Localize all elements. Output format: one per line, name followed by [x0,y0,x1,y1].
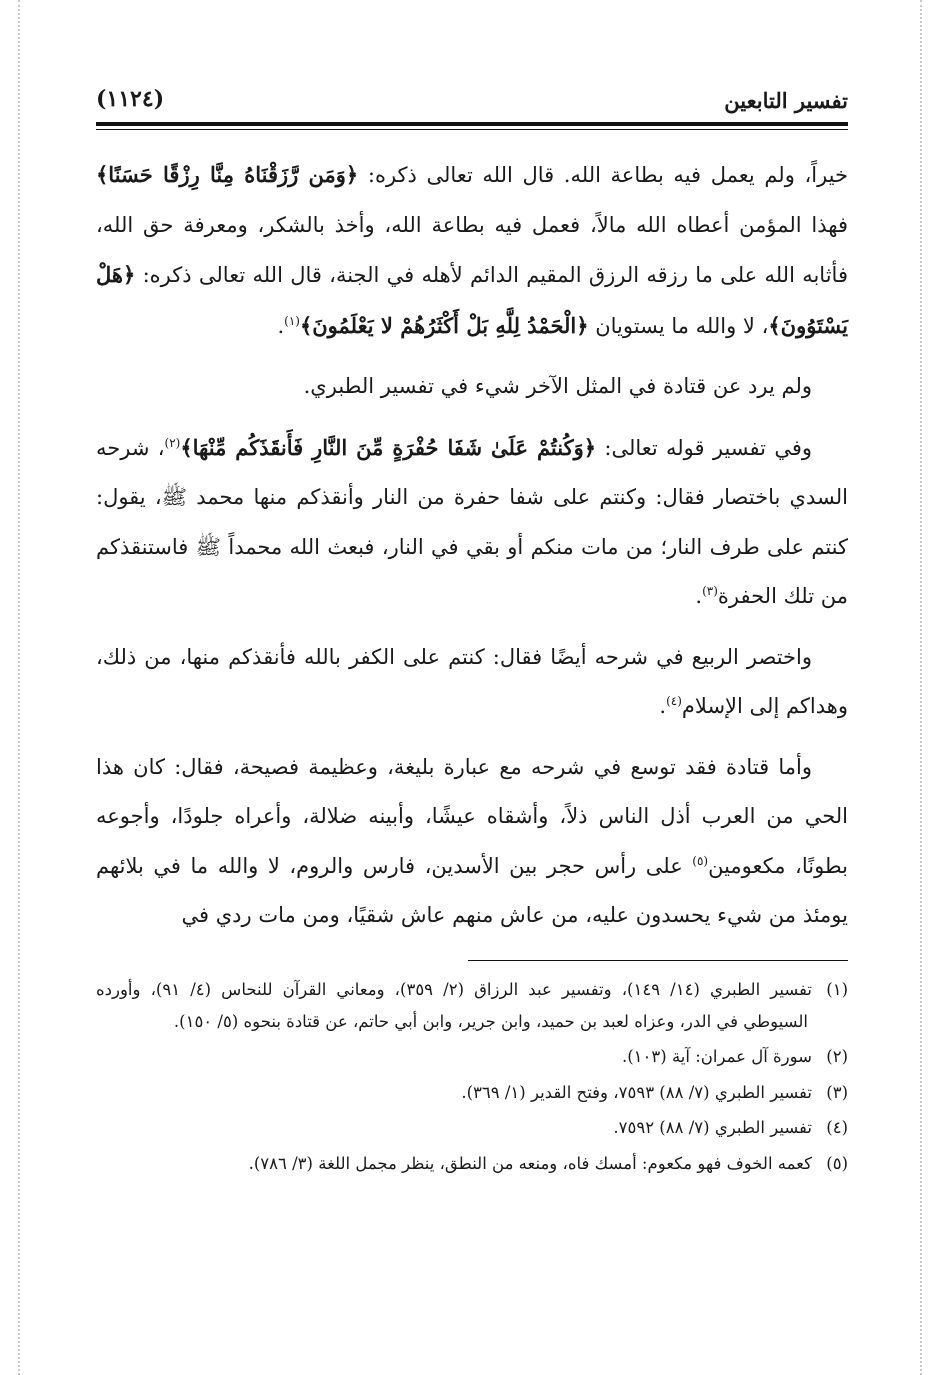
text-run: وفي تفسير قوله تعالى: [596,435,812,460]
footnote-separator [468,960,848,961]
main-text [96,150,848,941]
paragraph [96,423,848,622]
footnote-ref[interactable]: (١) [284,313,300,328]
scan-edge-dots [920,0,922,1375]
text-run: . [659,694,667,718]
footnote-text: تفسير الطبري (١٤/ ١٤٩)، وتفسير عبد الرزاق (٢/ ٣٥٩)، ومعاني القرآن للنحاس (٤/ ٩١)، وأورده السيوطي في الدر، وعزاه لعبد بن حميد، وابن جرير، وابن أبي حاتم، عن قتادة بنحوه (٥/ ١٥٠). [96,980,812,1031]
footnote [96,1148,848,1180]
text-run: وأما قتادة فقد توسع في شرحه مع عبارة بليغة، وعظيمة فصيحة، فقال: كان هذا الحي من العرب أذل الناس ذلاً، وأشقاه عيشًا، وأبينه ضلالة، وأعراه جلودًا، وأجوعه بطونًا، مكعومين [96,754,848,878]
quran-verse: ﴿هَلْ يَسْتَوُونَ﴾ [96,262,848,338]
page-number: (١١٢٤) [96,86,165,112]
text-run: ، شرحه السدي باختصار فقال: وكنتم على شفا حفرة من النار وأنقذكم منها محمد ﷺ، يقول: كنتم على طرف النار؛ من مات منكم أو بقي في النار، فبعث الله محمداً ﷺ فاستنقذكم من تلك الحفرة [96,435,848,608]
paragraph: ولم يرد عن قتادة في المثل الآخر شيء في تفسير الطبري. [303,374,812,398]
footnote-number: (١) [826,980,848,999]
footnote-text: سورة آل عمران: آية (١٠٣). [621,1047,812,1066]
footnote-text: تفسير الطبري (٧/ ٨٨) ٧٥٩٢. [613,1118,812,1137]
text-run: خيراً، ولم يعمل فيه بطاعة الله. قال الله تعالى ذكره: [358,163,848,187]
footnote [96,1112,848,1144]
footnote-ref[interactable]: (٥) [692,853,709,868]
footnote [96,974,848,1037]
quran-verse: ﴿الْحَمْدُ لِلَّهِ بَلْ أَكْثَرُهُمْ لا يَعْلَمُونَ﴾ [299,312,589,338]
text-run: . [695,584,703,608]
quran-verse: ﴿وَكُنتُمْ عَلَىٰ شَفَا حُفْرَةٍ مِّنَ النَّارِ فَأَنقَذَكُم مِّنْهَا﴾ [180,434,597,460]
footnote-text: كعمه الخوف فهو مكعوم: أمسك فاه، ومنعه من النطق، ينظر مجمل اللغة (٣/ ٧٨٦). [248,1153,812,1173]
book-title: تفسير التابعين [724,88,848,113]
footnote-number: (٢) [826,1047,848,1066]
header-rule [96,122,848,126]
paragraph [96,633,848,732]
footnote-text: تفسير الطبري (٧/ ٨٨) ٧٥٩٣، وفتح القدير (١/ ٣٦٩). [461,1082,812,1102]
footnote-ref[interactable]: (٣) [702,584,718,598]
footnote-number: (٤) [826,1118,848,1137]
header-rule-thin [96,129,848,130]
running-header [96,84,848,124]
text-run: فهذا المؤمن أعطاه الله مالاً، فعمل فيه بطاعة الله، وأخذ بالشكر، ومعرفة حق الله، فأثابه الله على ما رزقه الرزق المقيم الدائم لأهله في الجنة، قال الله تعالى ذكره: [96,212,848,287]
quran-verse: ﴿وَمَن رَّزَقْنَاهُ مِنَّا رِزْقًا حَسَنًا﴾ [96,162,359,187]
paragraph [96,743,848,941]
text-run: على رأس حجر بين الأسدين، فارس والروم، لا والله ما في بلائهم يومئذ من شيء يحسدون عليه، من عاش منهم عاش شقيًا، ومن مات ردي في [96,853,848,927]
footnote-ref[interactable]: (٤) [666,694,682,708]
text-run: ، لا والله ما يستويان [588,313,769,338]
footnote-ref[interactable]: (٢) [164,435,181,450]
footnote [96,1077,848,1109]
footnote-number: (٣) [826,1082,848,1102]
footnotes [96,974,848,1179]
text-run: واختصر الربيع في شرحه أيضًا فقال: كنتم على الكفر بالله فأنقذكم منها، من ذلك، وهداكم إلى الإسلام [96,644,848,718]
paragraph [96,150,848,351]
text-run: . [277,313,285,338]
scan-edge-dots [18,0,20,1375]
footnote [96,1041,848,1073]
footnote-number: (٥) [826,1153,848,1173]
